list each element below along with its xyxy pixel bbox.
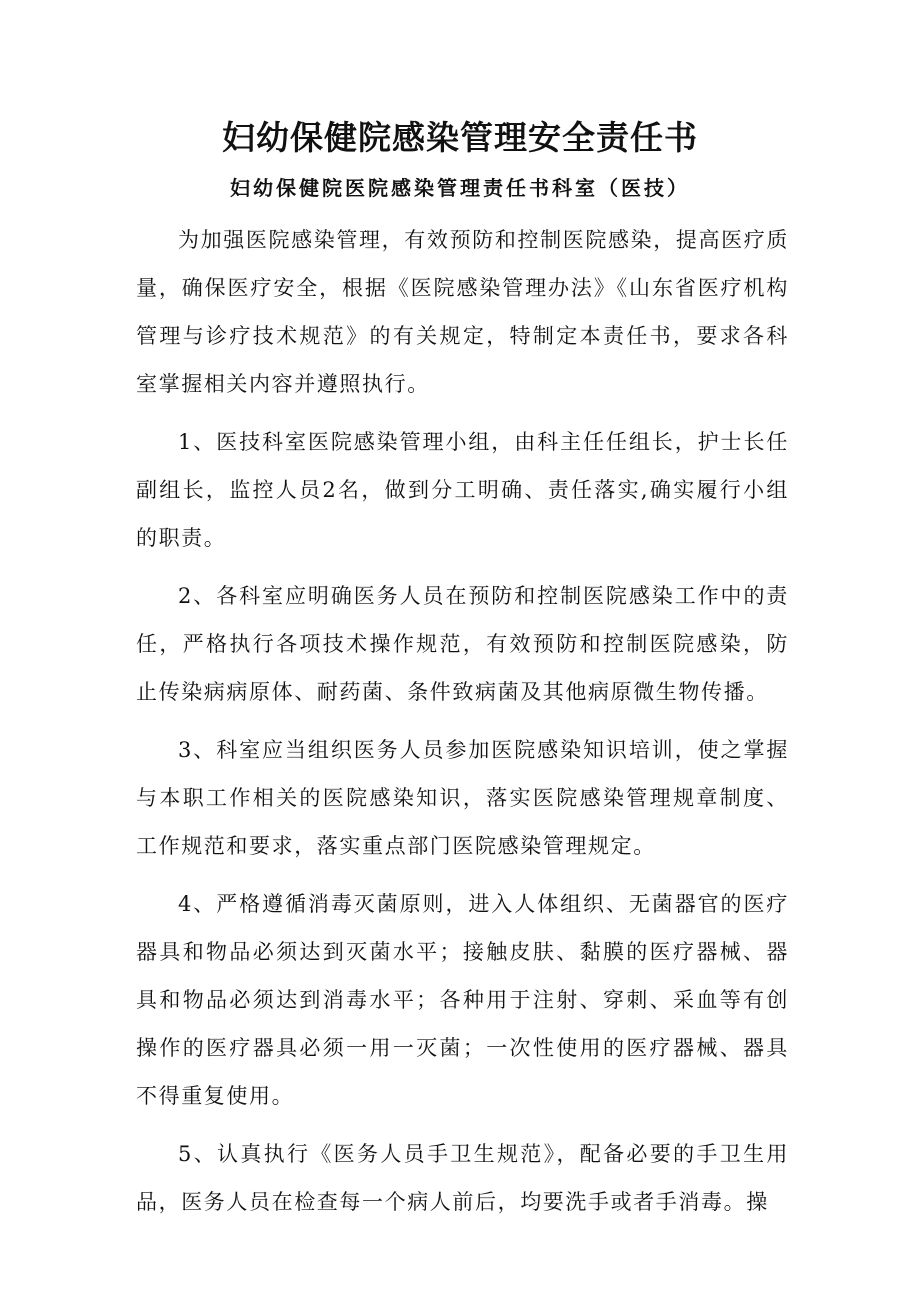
document-title: 妇幼保健院感染管理安全责任书 [222, 118, 698, 157]
paragraph-item-2: 2、各科室应明确医务人员在预防和控制医院感染工作中的责任，严格执行各项技术操作规范，有效预防和控制医院感染，防止传染病病原体、耐药菌、条件致病菌及其他病原微生物传播。 [136, 584, 789, 704]
paragraph-intro: 为加强医院感染管理，有效预防和控制医院感染，提高医疗质量，确保医疗安全，根据《医院感染管理办法》《山东省医疗机构管理与诊疗技术规范》的有关规定，特制定本责任书，要求各科室掌握相关内容并遵照执行。 [136, 228, 789, 396]
document-body [136, 216, 789, 1236]
paragraph-item-5: 5、认真执行《医务人员手卫生规范》，配备必要的手卫生用品，医务人员在检查每一个病人前后，均要洗手或者手消毒。操 [136, 1142, 789, 1214]
paragraph-item-1: 1、医技科室医院感染管理小组，由科主任任组长，护士长任副组长，监控人员2名，做到分工明确、责任落实,确实履行小组的职责。 [136, 430, 789, 550]
paragraph-item-3: 3、科室应当组织医务人员参加医院感染知识培训，使之掌握与本职工作相关的医院感染知识，落实医院感染管理规章制度、工作规范和要求，落实重点部门医院感染管理规定。 [136, 738, 789, 858]
paragraph-item-4: 4、严格遵循消毒灭菌原则，进入人体组织、无菌器官的医疗器具和物品必须达到灭菌水平；接触皮肤、黏膜的医疗器械、器具和物品必须达到消毒水平；各种用于注射、穿刺、采血等有创操作的医疗器具必须一用一灭菌；一次性使用的医疗器械、器具不得重复使用。 [136, 892, 789, 1108]
document-subtitle: 妇幼保健院医院感染管理责任书科室（医技） [230, 176, 690, 200]
